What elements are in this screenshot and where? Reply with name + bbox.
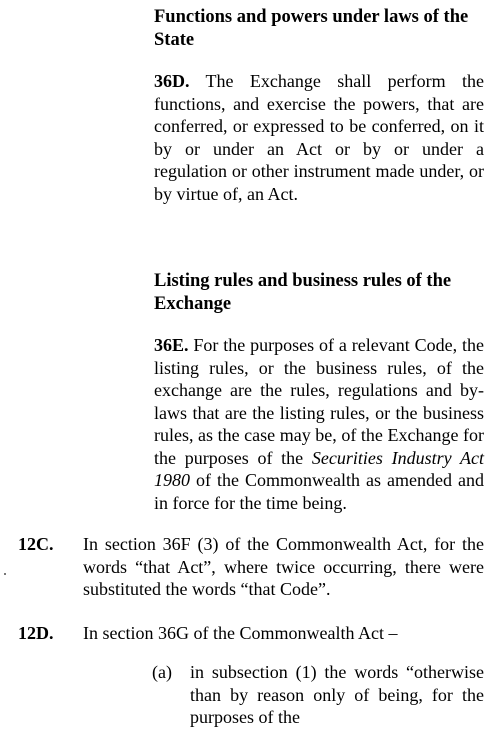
section-36e-text-after: of the Commonwealth as amended and in force for the time being. (154, 470, 484, 513)
amendment-12c-number: 12C. (18, 534, 54, 554)
section-36d-text: The Exchange shall perform the functions, and exercise the powers, that are conferred, or expressed to be conferred, on it by or under an Act or by or under a regulation or other instrument made under, or by virtue of, an Act. (154, 71, 484, 204)
amendment-12d-text: In section 36G of the Commonwealth Act – (83, 623, 398, 643)
section-36e-heading: Listing rules and business rules of the Exchange (154, 271, 452, 314)
margin-mark (4, 573, 6, 575)
paragraph-a-label: (a) (152, 662, 172, 682)
section-36e-text-before: For the purposes of a relevant Code, the listing rules, or the business rules, of the exchange are the rules, regulations and by-laws that are the listing rules, or the business rules, as the case may be, of the Exchange for the purposes of the (154, 335, 484, 468)
amendment-12d-number: 12D. (18, 623, 54, 643)
section-36e-act-name: Securities Industry Act 1980 (154, 447, 485, 490)
section-36d (154, 6, 484, 205)
amendment-12c-text: In section 36F (3) of the Commonwealth Act, for the words “that Act”, where twice occurring, there were substituted the words “that Code”. (83, 534, 484, 599)
paragraph-a-text: in subsection (1) the words “otherwise than by reason only of being, for the purposes of the (190, 662, 484, 727)
section-36e-body (154, 334, 484, 514)
section-36d-body (154, 70, 484, 205)
section-36e-number: 36E. (154, 335, 189, 355)
section-36d-heading: Functions and powers under laws of the State (154, 7, 469, 50)
section-36d-number: 36D. (154, 71, 190, 91)
section-36e (154, 270, 484, 514)
